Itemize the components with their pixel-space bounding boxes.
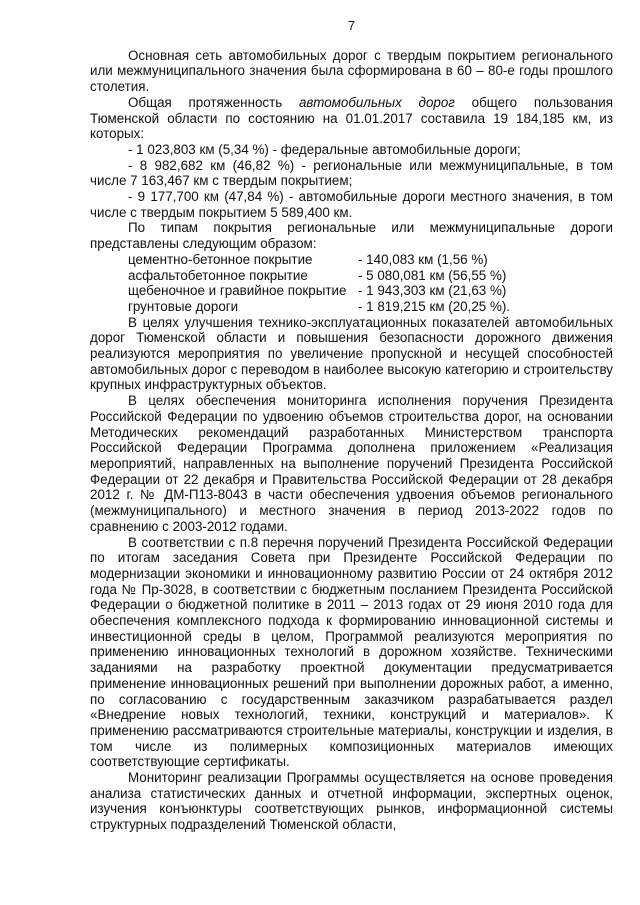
- coverage-type: щебеночное и гравийное покрытие: [128, 283, 347, 299]
- table-row: [128, 268, 510, 284]
- list-item-regional: - 8 982,682 км (46,82 %) - региональные или межмуниципальные, в том числе 7 163,467 км с твердым покрытием;: [90, 157, 613, 189]
- page-number: 7: [347, 18, 356, 33]
- text-segment: Общая протяженность: [128, 94, 299, 110]
- table-row: [128, 252, 510, 268]
- paragraph-innovation: В соответствии с п.8 перечня поручений Президента Российской Федерации по итогам заседания Совета при Президенте Российской Федерации по модернизации экономики и инновационному развитию России от 24 октября 2012 года № Пр-3028, в соответствии с бюджетным посланием Президента Российской Федерации о бюджетной политике в 2011 – 2013 годах от 29 июня 2010 года для обеспечения комплексного подхода к формированию инновационной системы и инвестиционной среды в целом, Программой реализуются мероприятия по применению инновационных технологий в дорожном хозяйстве. Техническими заданиями на разработку проектной документации предусматривается применение инновационных решений при выполнении дорожных работ, а именно, по согласованию с государственным заказчиком разрабатывается раздел «Внедрение новых технологий, техники, конструкций и материалов». К применению рассматриваются строительные материалы, конструкции и изделия, в том числе из полимерных композиционных материалов имеющих соответствующие сертификаты.: [90, 534, 613, 770]
- text-segment: общего пользования Тюменской области по состоянию на 01.01.2017 составила 19 184,185 км, из которых:: [90, 94, 613, 142]
- paragraph-total-length: [90, 95, 613, 142]
- paragraph-monitoring-order: В целях обеспечения мониторинга исполнения поручения Президента Российской Федерации по удвоению объемов строительства дорог, на основании Методических рекомендаций разработанных Министерством транспорта Российской Федерации Программа дополнена приложением «Реализация мероприятий, направленных на выполнение поручений Президента Российской Федерации от 22 декабря и Правительства Российской Федерации от 28 декабря 2012 г. № ДМ-П13-8043 в части обеспечения удвоения объемов регионального (межмуниципального) и местного значения в период 2013-2022 годов по сравнению с 2003-2012 годами.: [90, 393, 613, 534]
- paragraph-road-network: Основная сеть автомобильных дорог с твердым покрытием регионального или межмуниципального значения была сформирована в 60 – 80-е годы прошлого столетия.: [90, 47, 613, 95]
- coverage-value: - 1 943,303 км (21,63 %): [358, 283, 507, 299]
- coverage-type: грунтовые дороги: [128, 298, 239, 314]
- coverage-table: [128, 252, 510, 315]
- table-row: [128, 283, 510, 299]
- paragraph-program-monitoring: Мониторинг реализации Программы осуществляется на основе проведения анализа статистических данных и отчетной информации, экспертных оценок, изучения конъюнктуры соответствующих рынков, информационной системы структурных подразделений Тюменской области,: [90, 770, 613, 833]
- paragraph-improvement: В целях улучшения технико-эксплуатационных показателей автомобильных дорог Тюменской области и повышения безопасности дорожного движения реализуются мероприятия по увеличение пропускной и несущей способностей автомобильных дорог с переводом в наиболее высокую категорию и строительству крупных инфраструктурных объектов.: [90, 314, 613, 393]
- list-item-local: - 9 177,700 км (47,84 %) - автомобильные дороги местного значения, в том числе с твердым покрытием 5 589,400 км.: [90, 189, 613, 220]
- text-segment-italic: автомобильных дорог: [298, 94, 455, 110]
- coverage-value: - 5 080,081 км (56,55 %): [358, 267, 507, 283]
- list-item-federal: - 1 023,803 км (5,34 %) - федеральные автомобильные дороги;: [128, 141, 521, 157]
- table-row: [128, 299, 510, 315]
- coverage-type: цементно-бетонное покрытие: [128, 251, 313, 267]
- coverage-value: - 1 819,215 км (20,25 %).: [358, 298, 511, 314]
- coverage-value: - 140,083 км (1,56 %): [358, 251, 488, 267]
- coverage-type: асфальтобетонное покрытие: [128, 267, 308, 283]
- paragraph-coverage-types: По типам покрытия региональные или межмуниципальные дороги представлены следующим образом:: [90, 220, 613, 252]
